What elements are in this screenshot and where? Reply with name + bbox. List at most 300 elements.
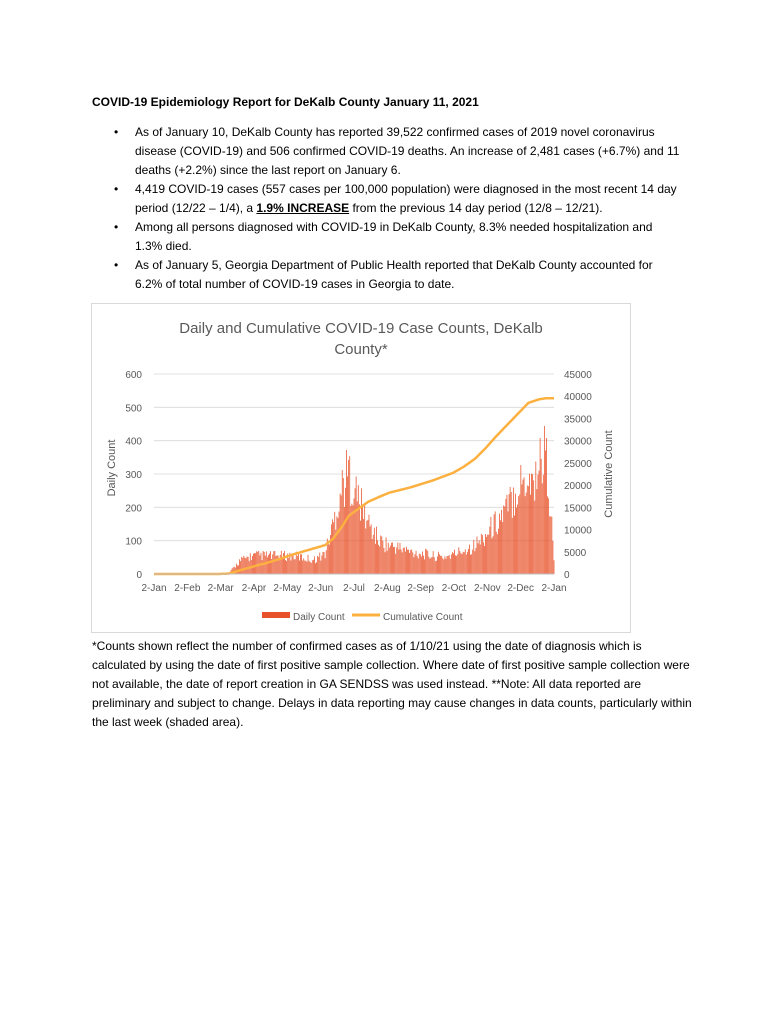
daily-bar [333,522,334,574]
daily-bar [426,549,427,574]
daily-bar [414,557,415,574]
daily-bar [447,556,448,574]
chart-title [179,320,543,358]
daily-bar [478,543,479,574]
daily-bar [265,556,266,574]
y-tick-right: 40000 [564,392,592,404]
x-tick-label: 2-Jan [541,583,567,594]
daily-bar [253,554,254,574]
daily-bar [436,561,437,574]
daily-bar [499,514,500,574]
daily-bar [328,542,329,574]
daily-bar [445,556,446,574]
daily-bar [272,554,273,574]
daily-bar [468,549,469,574]
daily-bar [357,501,358,574]
footnote-text: *Counts shown reflect the number of confirmed cases as of 1/10/21 using the date of diagnosis which is calculated by using the date of first positive sample collection. Where date of first positive sample collection were not available, the date of report creation in GA SENDSS was used instead. **Note: All data reported are preliminary and subject to change. Delays in data reporting may cause changes in data counts, particularly within the last week (shaded area). [92,639,692,729]
daily-bar [514,516,515,574]
legend-label-cumulative: Cumulative Count [383,612,463,623]
daily-bar [276,556,277,574]
daily-bar [433,551,434,574]
x-tick-label: 2-Jan [141,583,167,594]
summary-bullet-cases [92,123,682,180]
x-tick-label: 2-Mar [207,583,234,594]
daily-bar [501,510,502,574]
daily-bar [368,520,369,574]
bullet-text-post: from the previous 14 day period (12/8 – 12/21). [349,201,603,215]
daily-bar [509,494,510,574]
daily-bar [268,555,269,574]
x-tick-label: 2-Aug [373,583,401,594]
daily-bar [269,554,270,574]
daily-bar [374,528,375,574]
daily-bar [326,550,327,574]
daily-bar [390,546,391,574]
daily-bar [329,545,330,574]
daily-bar [544,426,545,574]
daily-bar [379,546,380,574]
y-tick-left: 600 [125,370,142,381]
y-tick-right: 20000 [564,481,592,493]
daily-bar [420,554,421,574]
y-tick-left: 300 [125,470,142,481]
daily-bar [498,529,499,574]
daily-bar [297,556,298,574]
bullet-text-pre: 4,419 COVID-19 cases (557 cases per 100,000 population) were diagnosed in the most recent 14 day period (12/22 – 1/4), a [135,182,677,215]
daily-bar [526,492,527,574]
daily-bar [504,506,505,574]
daily-bar [388,543,389,574]
daily-bar [456,556,457,574]
daily-bar [435,561,436,574]
chart-title-line-2: County* [334,341,388,358]
bullet-dot-icon: • [114,125,119,139]
daily-bar [469,545,470,574]
daily-bar [291,560,292,574]
daily-bar [314,556,315,574]
daily-bar [530,495,531,574]
daily-bar [399,549,400,574]
daily-bar [395,554,396,574]
daily-bar [262,560,263,574]
daily-bar [486,537,487,574]
daily-bar [453,553,454,574]
daily-bar [274,551,275,574]
daily-bar [440,556,441,574]
daily-bar [474,551,475,574]
y-tick-right: 10000 [564,525,592,537]
daily-bar [391,543,392,574]
daily-bar [409,553,410,574]
daily-bar [515,494,516,574]
daily-bar [302,561,303,574]
daily-bar [470,555,471,574]
daily-bar [481,534,482,574]
daily-bar [467,552,468,574]
daily-bar [341,495,342,574]
daily-bar [539,471,540,574]
daily-bar [487,535,488,574]
summary-bullet-14day [92,180,682,218]
daily-bar [279,560,280,574]
daily-bar [365,528,366,574]
daily-bar [477,537,478,574]
y-tick-left: 500 [125,403,142,415]
daily-bar [377,540,378,574]
daily-bar [363,519,364,574]
daily-bar [406,547,407,574]
daily-bar [471,554,472,574]
daily-bar [407,550,408,574]
daily-bar [464,552,465,574]
daily-bar [324,552,325,574]
daily-bar [300,554,301,574]
y-axis-label-right: Cumulative Count [603,430,615,518]
daily-bar [256,551,257,574]
daily-bar [525,496,526,574]
daily-bar [243,556,244,574]
daily-bar [318,557,319,574]
daily-bar [516,508,517,574]
daily-bar [319,553,320,574]
daily-bar [541,459,542,574]
daily-bar [284,551,285,574]
bullet-text: As of January 5, Georgia Department of Public Health reported that DeKalb County accounted for 6.2% of total number of COVID-19 cases in Georgia to date. [135,258,653,291]
summary-bullet-hospitalization [92,218,682,256]
daily-bar [298,554,299,574]
daily-bar [240,561,241,574]
daily-bar [538,475,539,574]
daily-bar [465,549,466,574]
daily-bar [446,559,447,574]
daily-bar [342,470,343,574]
daily-bar [334,512,335,574]
daily-bar [553,541,554,574]
daily-bar [246,558,247,574]
daily-bar [497,534,498,574]
y-tick-right: 15000 [564,503,592,515]
daily-bar [528,486,529,574]
daily-bar [404,547,405,574]
daily-bar [432,557,433,574]
daily-bar [378,545,379,574]
daily-bars [220,426,554,574]
daily-bar [309,561,310,574]
daily-bar [493,536,494,574]
daily-bar [288,558,289,574]
daily-bar [427,551,428,574]
x-tick-label: 2-Apr [241,583,267,594]
daily-bar [425,549,426,574]
daily-bar [505,499,506,574]
daily-bar [550,516,551,574]
daily-bar [520,465,521,574]
daily-bar [476,548,477,574]
daily-bar [442,558,443,574]
x-tick-label: 2-Dec [507,583,535,594]
daily-bar [360,521,361,574]
daily-bar [373,535,374,574]
chart-title-line-1: Daily and Cumulative COVID-19 Case Counts, DeKalb [179,320,543,337]
daily-bar [310,562,311,574]
daily-bar [362,505,363,574]
daily-bar [241,557,242,574]
daily-bar [303,558,304,574]
daily-bar [322,556,323,574]
daily-bar [375,544,376,574]
daily-bar [546,438,547,574]
daily-bar [422,551,423,574]
legend-label-daily: Daily Count [293,612,345,623]
daily-bar [448,556,449,574]
daily-bar [332,519,333,574]
daily-bar [457,554,458,574]
daily-bar [277,555,278,574]
daily-bar [548,498,549,574]
daily-bar [339,512,340,574]
daily-bar [295,559,296,574]
daily-bar [346,450,347,574]
daily-bar [523,480,524,574]
daily-bar [325,558,326,574]
x-tick-label: 2-Jun [308,583,334,594]
chart-canvas [92,304,630,632]
daily-bar [338,518,339,574]
daily-bar [364,504,365,574]
daily-bar [315,563,316,574]
daily-bar [311,563,312,574]
daily-bar [286,561,287,574]
daily-bar [386,537,387,574]
daily-bar [542,483,543,574]
summary-bullet-georgia-share [92,256,682,294]
daily-bar [359,504,360,574]
daily-bar [503,505,504,574]
daily-bar [281,551,282,574]
daily-bar [415,554,416,574]
y-tick-right: 25000 [564,458,592,470]
daily-bar [369,515,370,574]
daily-bar [428,557,429,574]
daily-bar [532,474,533,574]
daily-bar [389,548,390,574]
daily-bar [545,450,546,574]
daily-bar [384,548,385,574]
daily-bar [254,553,255,574]
daily-bar [285,560,286,574]
daily-bar [423,556,424,574]
daily-bar [533,480,534,574]
report-title: COVID-19 Epidemiology Report for DeKalb County January 11, 2021 [92,95,479,109]
daily-bar [534,501,535,574]
daily-bar [402,552,403,574]
daily-bar [340,493,341,574]
covid-chart [91,303,631,633]
daily-bar [247,556,248,574]
x-tick-label: 2-Oct [441,583,467,594]
daily-bar [452,552,453,574]
daily-bar [392,543,393,574]
bullet-text: As of January 10, DeKalb County has reported 39,522 confirmed cases of 2019 novel coronavirus disease (COVID-19) and 506 confirmed COVID-19 deaths. An increase of 2,481 cases (+6.7%) and 11 deaths (+2.2%) since the last report on January 6. [135,125,680,177]
daily-bar [405,552,406,574]
daily-bar [473,540,474,574]
daily-bar [376,527,377,574]
daily-bar [551,517,552,574]
daily-bar [494,514,495,574]
daily-bar [412,552,413,574]
daily-bar [512,518,513,574]
daily-bar [450,559,451,574]
daily-bar [353,505,354,574]
daily-bar [380,535,381,574]
daily-bar [267,557,268,574]
bullet-dot-icon: • [114,220,119,234]
daily-bar [517,505,518,574]
daily-bar [479,540,480,574]
daily-bar [508,511,509,574]
daily-bar [257,552,258,574]
daily-bar [273,551,274,574]
daily-bar [401,549,402,574]
daily-bar [396,547,397,574]
daily-bar [397,543,398,574]
y-tick-left: 0 [136,570,142,581]
daily-bar [282,558,283,574]
legend-swatch-daily [262,612,290,618]
daily-bar [354,498,355,574]
daily-bar [421,557,422,574]
daily-bar [400,543,401,574]
daily-bar [531,474,532,574]
daily-bar [451,554,452,574]
daily-bar [387,551,388,574]
daily-bar [462,554,463,574]
daily-bar [417,556,418,574]
daily-bar [358,485,359,574]
daily-bar [500,520,501,574]
daily-bar [524,477,525,574]
daily-bar [482,535,483,574]
daily-bar [547,496,548,574]
daily-bar [455,555,456,574]
daily-bar [458,547,459,574]
daily-bar [472,550,473,574]
daily-bar [316,562,317,574]
y-tick-right: 45000 [564,370,592,381]
daily-bar [507,495,508,574]
daily-bar [344,507,345,574]
y-axis-label-left: Daily Count [106,439,118,497]
daily-bar [466,555,467,574]
daily-bar [431,557,432,574]
y-tick-left: 400 [125,436,142,448]
daily-bar [345,488,346,574]
daily-bar [252,556,253,574]
daily-bar [356,476,357,574]
chart-footnote [92,637,692,732]
daily-bar [245,558,246,574]
daily-bar [418,558,419,574]
daily-bar [454,550,455,574]
daily-bar [292,553,293,574]
y-tick-right: 35000 [564,414,592,426]
daily-bar [411,550,412,574]
daily-bar [299,561,300,574]
daily-bar [527,485,528,574]
daily-bar [242,558,243,574]
daily-bar [488,535,489,574]
daily-bar [331,524,332,574]
daily-bar [301,554,302,574]
daily-bar [361,488,362,574]
daily-bar [394,547,395,574]
daily-bar [438,552,439,574]
daily-bar [463,552,464,574]
daily-bar [459,551,460,574]
daily-bar [496,532,497,574]
daily-bar [320,561,321,574]
bullet-text: Among all persons diagnosed with COVID-19 in DeKalb County, 8.3% needed hospitalization and 1.3% died. [135,220,653,253]
daily-bar [549,516,550,574]
daily-bar [416,551,417,574]
daily-bar [480,544,481,574]
daily-bar [484,546,485,574]
daily-bar [430,559,431,574]
daily-bar [337,516,338,574]
daily-bar [317,556,318,574]
daily-bar [419,554,420,574]
daily-bar [294,559,295,574]
daily-bar [250,553,251,574]
daily-bar [439,554,440,574]
daily-bar [529,474,530,574]
daily-bar [403,548,404,574]
daily-bar [441,556,442,574]
chart-legend [262,612,463,623]
daily-bar [237,565,238,574]
daily-bar [307,562,308,574]
daily-bar [410,550,411,574]
daily-bar [492,538,493,574]
daily-bar [540,438,541,574]
daily-bar [382,541,383,574]
x-tick-label: 2-Jul [343,583,365,594]
daily-bar [248,557,249,574]
bullet-dot-icon: • [114,258,119,272]
daily-bar [371,524,372,574]
daily-bar [323,552,324,574]
daily-bar [385,552,386,574]
bullet-dot-icon: • [114,182,119,196]
daily-bar [313,560,314,574]
daily-bar [347,476,348,574]
summary-list [92,123,682,294]
daily-bar [372,539,373,574]
daily-bar [293,555,294,574]
daily-bar [308,555,309,574]
y-tick-right: 30000 [564,436,592,448]
x-tick-label: 2-Nov [473,583,501,594]
daily-bar [461,553,462,574]
daily-bar [510,487,511,574]
daily-bar [434,557,435,574]
daily-bar [312,560,313,574]
daily-bar [519,494,520,574]
daily-bar [489,527,490,574]
daily-bar [483,542,484,574]
y-tick-right: 5000 [564,547,587,559]
daily-bar [443,559,444,574]
